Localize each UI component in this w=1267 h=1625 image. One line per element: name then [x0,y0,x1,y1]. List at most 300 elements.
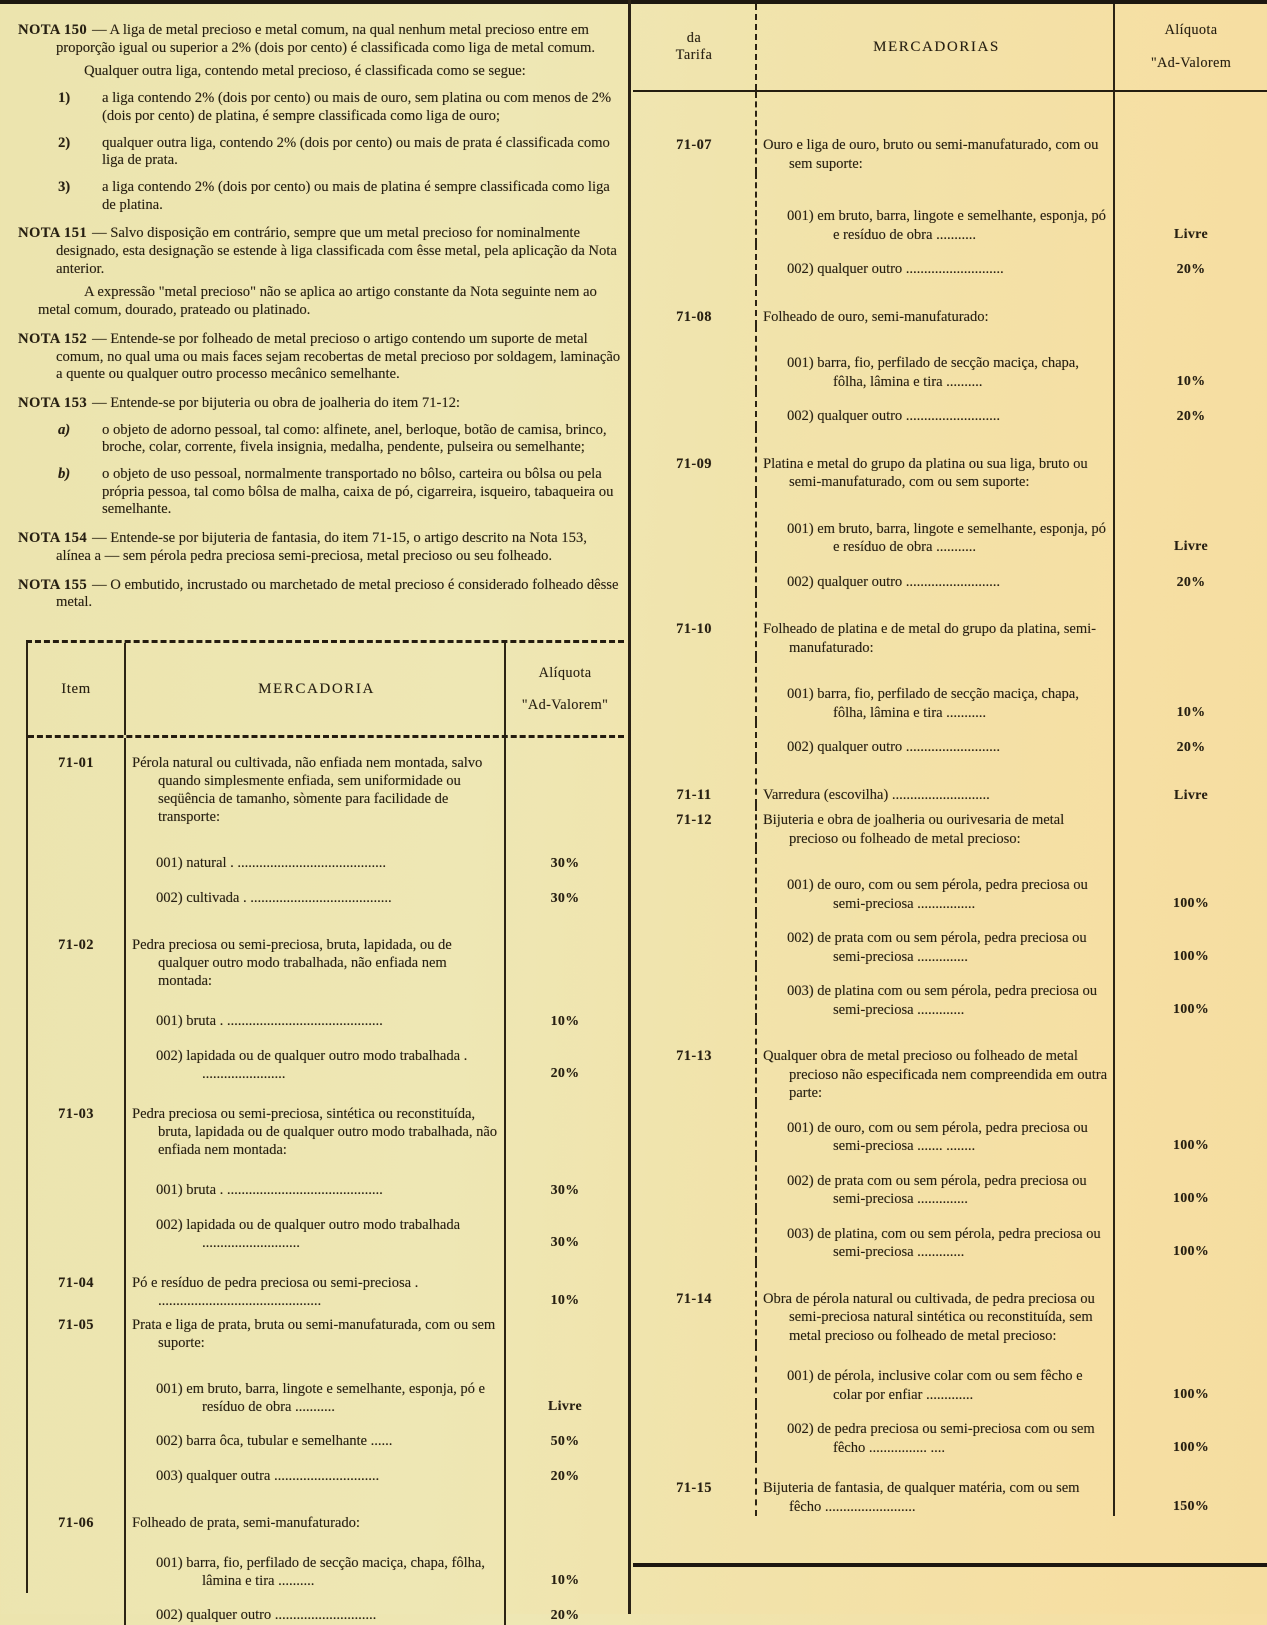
description-cell [124,1310,506,1352]
rate-value [506,738,624,826]
subitem-code: 001) [787,1119,814,1136]
note-paragraph: Qualquer outra liga, contendo metal precioso, é classificada como se segue: [84,63,526,80]
table-row [633,1156,1267,1209]
list-marker: 1) [58,90,71,107]
subitem-code: 001) [787,686,814,702]
subitem-code: 002) [156,1433,183,1449]
rate-value: 100% [1172,1000,1210,1016]
description-cell [755,657,1115,722]
tariff-item-number [28,990,124,1031]
note-152 [18,331,622,384]
tariff-item-number: 71-11 [676,786,712,803]
table-row [633,805,1267,848]
tariff-item-number: 71-04 [58,1275,94,1291]
subitem [156,1380,501,1416]
rate-value: 100% [1172,1385,1210,1401]
subitem-code: 002) [156,1217,183,1233]
merchandise-description: Varredura (escovilha) ........................... [763,786,990,803]
note-text: — Salvo disposição em contrário, sempre que um metal precioso for nominalmente designado, esta designação se estende à liga classificada com êsse metal, pela aplicação da Nota anterior. [56,225,617,277]
table-row [28,1352,624,1416]
subitem-text: qualquer outro .......................... [817,739,1001,755]
rate-value: 100% [1172,894,1210,910]
rate-value: Livre [1174,225,1208,241]
subitem [156,1181,501,1199]
subitem-text: de platina com ou sem pérola, pedra preciosa ou semi-preciosa ............. [817,983,1098,1018]
rate-value: 10% [550,1292,580,1307]
subitem [787,407,1110,426]
merchandise-description: Bijuteria de fantasia, de qualquer matéria, com ou sem fêcho ......................... [763,1480,1080,1515]
description-cell [755,244,1115,280]
tariff-item-number [28,1532,124,1590]
note-list-item [18,135,622,170]
description-cell [124,1590,506,1625]
rate-value: 100% [1172,1438,1210,1454]
description-cell [755,913,1115,966]
tariff-item-number [633,966,755,1019]
note-paragraph: A expressão "metal precioso" não se aplica ao artigo constante da Nota seguinte nem ao metal comum, dourado, prateado ou platinado. [38,284,597,319]
merchandise-description: Prata e liga de prata, bruta ou semi-manufaturada, com ou sem suporte: [132,1317,496,1351]
subitem [787,1225,1110,1262]
header-rate [506,643,624,735]
table-row [28,1159,624,1200]
list-marker: b) [58,466,71,483]
tariff-item-number: 71-15 [676,1480,712,1496]
subitem [787,685,1110,722]
tariff-item-number [28,873,124,908]
right-tariff-table [633,4,1267,1567]
subitem-text: de pérola, inclusive colar com ou sem fêcho e colar por enfiar ............. [817,1368,1083,1403]
subitem [787,876,1110,913]
description-cell [755,1209,1115,1262]
table-row [633,592,1267,657]
note-paragraph [18,225,622,278]
note-text: — Entende-se por bijuteria ou obra de joalheria do item 71-12: [92,394,460,411]
table-row [633,1103,1267,1156]
tariff-item-number: 71-01 [58,755,94,771]
tariff-item-number [633,557,755,593]
tariff-item-number [633,244,755,280]
table-row [28,1532,624,1590]
subitem-code: 001) [787,520,814,537]
note-label: NOTA 150 [18,22,88,38]
description-cell [755,722,1115,758]
table-row [28,1200,624,1252]
subitem [787,207,1110,244]
tariff-item-number [633,1404,755,1457]
table-row [28,738,624,826]
rate-value: 50% [550,1433,580,1448]
table-row [28,873,624,908]
tariff-item-number [633,913,755,966]
subitem-text: barra, fio, perfilado de secção maciça, chapa, fôlha, lâmina e tira ........... [817,686,1079,721]
note-list-item [18,90,622,125]
rate-value: 100% [1172,1190,1210,1205]
rate-value: 30% [550,855,580,870]
table-header [28,643,624,738]
rate-value: 20% [1176,573,1206,589]
list-item-text: a liga contendo 2% (dois por cento) ou mais de ouro, sem platina ou com menos de 2% (dois por cento) de platina, é sempre classificada como liga de ouro; [102,90,612,124]
description-cell [755,1262,1115,1346]
rate-value: 10% [550,1572,580,1587]
list-marker: 3) [58,178,71,195]
subitem-text: de platina, com ou sem pérola, pedra preciosa ou semi-preciosa ............. [817,1225,1101,1260]
subitem-text: bruta . ........................................... [186,1182,383,1198]
subitem-code: 002) [787,1421,814,1437]
table-row [633,173,1267,244]
subitem [787,738,1110,757]
header-rate-line2: "Ad-Valorem" [521,696,609,713]
subitem-text: lapidada ou de qualquer outro modo trabalhada ........................... [186,1217,461,1251]
table-row [633,1209,1267,1262]
header-merchandise: MERCADORIA [124,643,506,735]
rate-value [506,1083,624,1159]
subitem-text: de pedra preciosa ou semi-preciosa com ou sem fêcho ................ .... [817,1421,1095,1456]
subitem-code: 001) [156,1182,183,1198]
rate-value: Livre [1174,786,1208,802]
tariff-item-number [633,848,755,913]
subitem-text: bruta . ........................................... [186,1013,383,1029]
note-150 [18,22,622,214]
header-item [633,4,755,90]
subitem-text: qualquer outro .......................... [817,408,1001,424]
table-row [28,1590,624,1625]
note-list-item [18,466,622,519]
subitem-code: 001) [156,1381,183,1397]
description-cell [124,908,506,990]
rate-value [1115,427,1267,492]
subitem-text: de ouro, com ou sem pérola, pedra preciosa ou semi-preciosa ................ [817,877,1088,912]
merchandise-description: Pérola natural ou cultivada, não enfiada nem montada, salvo quando simplesmente enfiada, sem uniformidade ou seqüência de tamanho, sòmente para facilidade de transporte: [132,755,483,825]
tariff-item-number: 71-10 [676,621,712,637]
description-cell [124,990,506,1031]
description-cell [755,492,1115,557]
table-row [28,990,624,1031]
note-text: — Entende-se por bijuteria de fantasia, do item 71-15, o artigo descrito na Nota 153, alínea a — sem pérola pedra preciosa semi-preciosa, metal precioso ou seu folheado. [56,530,587,564]
notes-section [14,0,624,640]
note-151 [18,225,622,320]
subitem-code: 001) [787,877,814,893]
description-cell [755,391,1115,427]
tariff-item-number [633,1345,755,1404]
subitem-code: 002) [787,573,814,590]
subitem [156,1432,501,1450]
subitem-code: 002) [787,930,814,946]
subitem-code: 002) [787,1172,814,1189]
tariff-item-number [28,1352,124,1416]
header-item: Item [61,681,91,697]
rate-value [1115,280,1267,327]
note-155 [18,577,622,612]
note-list-item [18,179,622,214]
right-column [633,0,1267,1567]
table-row [633,722,1267,758]
description-cell [124,1159,506,1200]
table-row [28,1252,624,1310]
subitem-code: 003) [787,983,814,999]
subitem-code: 001) [156,855,183,871]
description-cell [124,1252,506,1310]
description-cell [755,848,1115,913]
table-row [28,1451,624,1486]
table-row [633,848,1267,913]
tariff-item-number [633,391,755,427]
description-cell [755,1457,1115,1516]
table-row [633,758,1267,806]
tariff-item-number [633,1103,755,1156]
table-row [28,1031,624,1083]
rate-value: 30% [550,890,580,905]
rate-value: 10% [550,1013,580,1028]
description-cell [124,873,506,908]
description-cell [124,1352,506,1416]
table-row [633,966,1267,1019]
subitem-text: barra, fio, perfilado de secção maciça, chapa, fôlha, lâmina e tira .......... [817,355,1079,390]
table-row [633,280,1267,327]
tariff-item-number [633,657,755,722]
rate-value: 10% [1176,703,1206,719]
rate-value: 100% [1172,947,1210,963]
table-row [28,1083,624,1159]
rate-value: 100% [1172,1137,1210,1152]
table-header [633,4,1267,92]
tariff-item-number: 71-12 [676,812,712,828]
description-cell [755,557,1115,593]
subitem-code: 001) [156,1013,183,1029]
description-cell [124,1532,506,1590]
subitem [787,982,1110,1019]
description-cell [755,592,1115,657]
table-row [28,1416,624,1451]
subitem-text: em bruto, barra, lingote e semelhante, esponja, pó e resíduo de obra ........... [817,520,1106,555]
header-merchandise: MERCADORIAS [755,4,1115,90]
subitem [156,1467,501,1485]
subitem-code: 002) [156,890,183,906]
merchandise-description: Folheado de ouro, semi-manufaturado: [763,308,989,325]
rate-value: 20% [1176,408,1206,423]
subitem-code: 003) [156,1468,183,1484]
tariff-item-number: 71-13 [676,1048,712,1064]
note-paragraph [18,331,622,384]
rate-value: Livre [548,1398,582,1413]
table-row [28,826,624,873]
note-paragraph [18,577,622,612]
note-154 [18,530,622,565]
subitem [787,1172,1110,1209]
tariff-item-number [28,1200,124,1252]
subitem [156,854,501,872]
subitem-code: 001) [787,355,814,371]
table-row [633,657,1267,722]
subitem-code: 003) [787,1225,814,1242]
tariff-item-number: 71-02 [58,937,94,953]
subitem [156,889,501,907]
description-cell [755,805,1115,848]
merchandise-description: Pó e resíduo de pedra preciosa ou semi-preciosa . ............................................. [132,1275,419,1309]
subitem-code: 001) [787,208,814,224]
tariff-item-number: 71-08 [676,308,712,325]
subitem-code: 001) [156,1555,183,1571]
tariff-item-number [633,722,755,758]
note-list-item [18,422,622,457]
subitem [787,573,1110,592]
subitem [156,1606,501,1624]
list-item-text: a liga contendo 2% (dois por cento) ou mais de platina é sempre classificada como liga de platina. [102,178,610,213]
tariff-item-number [28,826,124,873]
description-cell [755,427,1115,492]
table-row [633,92,1267,173]
description-cell [755,92,1115,173]
merchandise-description: Folheado de prata, semi-manufaturado: [132,1515,360,1531]
description-cell [755,1156,1115,1209]
tariff-item-number [28,1031,124,1083]
subitem-text: natural . ......................................... [186,855,386,871]
subitem-code: 002) [156,1607,183,1623]
rate-value: 150% [1172,1497,1210,1513]
description-cell [124,826,506,873]
note-paragraph [18,395,622,413]
header-item-line1: da [686,30,702,46]
merchandise-description: Bijuteria e obra de joalheria ou ourivesaria de metal precioso ou folheado de metal precioso: [763,812,1065,847]
table-row [633,326,1267,391]
left-column [14,0,624,1623]
table-row [633,427,1267,492]
description-cell [755,1345,1115,1404]
subitem [787,1119,1110,1156]
table-row [633,913,1267,966]
tariff-item-number [28,1416,124,1451]
description-cell [124,1031,506,1083]
tariff-item-number [633,326,755,391]
description-cell [755,966,1115,1019]
list-marker: a) [58,421,71,438]
subitem-text: barra ôca, tubular e semelhante ...... [186,1433,393,1449]
tariff-item-number [633,1156,755,1209]
subitem-text: em bruto, barra, lingote e semelhante, esponja, pó e resíduo de obra ........... [817,208,1106,243]
note-paragraph [18,22,622,57]
tariff-item-number: 71-14 [676,1290,712,1307]
note-label: NOTA 155 [18,576,88,593]
description-cell [755,1019,1115,1103]
header-rate [1115,4,1267,90]
description-cell [755,758,1115,806]
description-cell [755,173,1115,244]
subitem [156,1554,501,1590]
subitem-text: qualquer outro .......................... [817,573,1001,590]
rate-value [506,908,624,990]
list-item-text: qualquer outra liga, contendo 2% (dois por cento) ou mais de prata é classificada como liga de prata. [102,134,610,169]
description-cell [124,1083,506,1159]
note-text: — O embutido, incrustado ou marchetado de metal precioso é considerado folheado dêsse metal. [56,576,619,611]
table-row [28,908,624,990]
note-153 [18,395,622,519]
subitem-text: cultivada . ....................................... [186,890,392,906]
subitem-text: de prata com ou sem pérola, pedra preciosa ou semi-preciosa .............. [817,1172,1087,1207]
rate-value [1115,92,1267,173]
description-cell [755,326,1115,391]
tariff-item-number [633,492,755,557]
subitem-text: de prata com ou sem pérola, pedra preciosa ou semi-preciosa .............. [817,930,1087,965]
rate-value [1115,1019,1267,1103]
subitem [156,1047,501,1083]
description-cell [124,1486,506,1532]
rate-value: 20% [550,1607,580,1622]
subitem-code: 002) [787,739,814,755]
rate-value [506,1486,624,1532]
subitem [156,1216,501,1252]
rate-value [506,1310,624,1352]
rate-value: Livre [1174,538,1208,553]
table-row [28,1310,624,1352]
table-row [633,557,1267,593]
subitem [787,929,1110,966]
note-text: — A liga de metal precioso e metal comum, na qual nenhum metal precioso entre em proporção igual ou superior a 2% (dois por cento) é classificada como liga de metal comum. [56,22,595,56]
tariff-item-number [28,1451,124,1486]
merchandise-description: Ouro e liga de ouro, bruto ou semi-manufaturado, com ou sem suporte: [763,137,1099,172]
tariff-item-number [633,1209,755,1262]
note-label: NOTA 154 [18,530,88,547]
rate-value: 10% [1176,372,1206,388]
subitem-text: em bruto, barra, lingote e semelhante, esponja, pó e resíduo de obra ........... [186,1381,485,1415]
subitem-code: 002) [787,408,814,424]
note-label: NOTA 153 [18,394,88,411]
subitem-code: 001) [787,1368,814,1384]
description-cell [124,1416,506,1451]
description-cell [755,1404,1115,1457]
description-cell [124,738,506,826]
subitem [787,1420,1110,1457]
subitem [787,260,1110,279]
merchandise-description: Platina e metal do grupo da platina ou sua liga, bruto ou semi-manufaturado, com ou sem suporte: [763,455,1088,490]
rate-value: 20% [1176,261,1206,276]
column-divider-line [628,0,631,1614]
note-label: NOTA 152 [18,330,88,347]
subitem-text: lapidada ou de qualquer outro modo trabalhada . ....................... [186,1048,468,1082]
left-tariff-table [26,640,624,1623]
table-row [633,1262,1267,1346]
rate-value [1115,1262,1267,1346]
subitem-text: qualquer outra ............................. [186,1468,380,1484]
header-item-line2: Tarifa [675,47,713,63]
subitem-text: de ouro, com ou sem pérola, pedra preciosa ou semi-preciosa ....... ........ [817,1119,1088,1154]
tariff-item-number: 71-05 [58,1317,94,1333]
subitem-code: 002) [156,1048,183,1064]
tariff-item-number [28,1159,124,1200]
table-row [633,492,1267,557]
table-row [633,244,1267,280]
tariff-item-number: 71-03 [58,1106,94,1122]
list-marker: 2) [58,134,71,151]
description-cell [124,1200,506,1252]
table-row [633,391,1267,427]
header-rate-line1: Alíquota [1164,22,1218,38]
note-label: NOTA 151 [18,225,88,242]
list-item-text: o objeto de uso pessoal, normalmente transportado no bôlso, carteira ou bôlsa ou pela própria pessoa, tal como bôlsa de malha, caixa de pó, cigarreira, isqueiro, tabaqueira ou semelhante. [102,466,614,518]
merchandise-description: Pedra preciosa ou semi-preciosa, bruta, lapidada, ou de qualquer outro modo trabalhada, não enfiada nem montada: [132,937,452,989]
rate-value: 30% [550,1234,580,1249]
subitem-code: 002) [787,261,814,277]
subitem-text: qualquer outro ........................... [817,261,1004,277]
tariff-item-number [633,173,755,244]
rate-value [1115,805,1267,848]
tariff-item-number: 71-09 [676,455,712,472]
subitem-text: barra, fio, perfilado de secção maciça, chapa, fôlha, lâmina e tira .......... [186,1555,485,1589]
subitem-text: qualquer outro ............................ [186,1607,377,1623]
merchandise-description: Pedra preciosa ou semi-preciosa, sintética ou reconstituída, bruta, lapidada ou de qualquer outro modo trabalhada, não enfiada nem montada: [132,1106,498,1158]
rate-value: 20% [550,1468,580,1483]
subitem [787,354,1110,391]
rate-value: 20% [1176,739,1206,754]
table-row [28,1486,624,1532]
